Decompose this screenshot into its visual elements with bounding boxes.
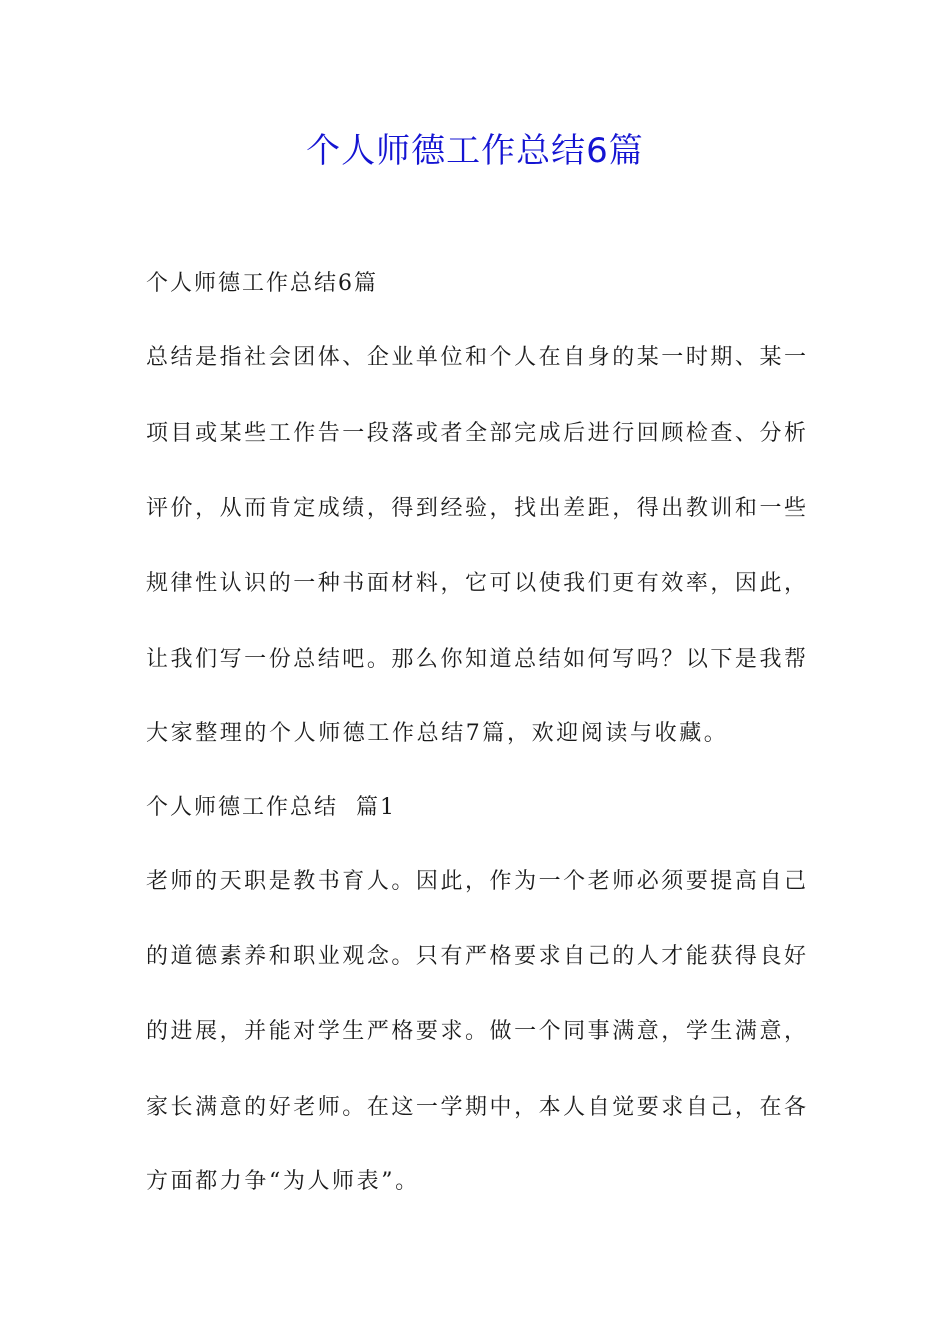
section-line-5: 方面都力争“为人师表”。 [146, 1169, 420, 1194]
document-subtitle: 个人师德工作总结6篇 [146, 271, 378, 296]
document-title: 个人师德工作总结6篇 [306, 131, 644, 171]
intro-line-1: 总结是指社会团体、企业单位和个人在自身的某一时期、某一 [146, 345, 806, 370]
intro-line-3: 评价，从而肯定成绩，得到经验，找出差距，得出教训和一些 [146, 496, 806, 521]
intro-line-5: 让我们写一份总结吧。那么你知道总结如何写吗？以下是我帮 [146, 647, 806, 672]
section-line-3: 的进展，并能对学生严格要求。做一个同事满意，学生满意， [146, 1019, 806, 1044]
section-line-1: 老师的天职是教书育人。因此，作为一个老师必须要提高自己 [146, 869, 806, 894]
intro-line-6: 大家整理的个人师德工作总结7篇，欢迎阅读与收藏。 [146, 721, 729, 746]
section-line-4: 家长满意的好老师。在这一学期中，本人自觉要求自己，在各 [146, 1095, 806, 1120]
intro-line-2: 项目或某些工作告一段落或者全部完成后进行回顾检查、分析 [146, 421, 806, 446]
section-line-2: 的道德素养和职业观念。只有严格要求自己的人才能获得良好 [146, 944, 806, 969]
intro-line-4: 规律性认识的一种书面材料，它可以使我们更有效率，因此， [146, 571, 806, 596]
section-heading: 个人师德工作总结 篇1 [146, 795, 396, 820]
